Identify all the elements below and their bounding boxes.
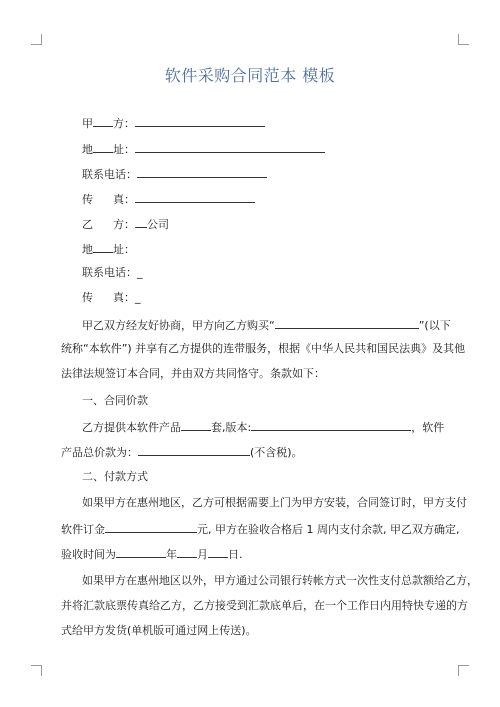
month-field[interactable] [177,546,197,558]
party-a-address-field[interactable] [135,141,325,153]
intro-line-1: 甲乙双方经友好协商，甲方向乙方购买“ ”(以下 [82,319,451,332]
party-b-fax-line: 传 真：_ [82,291,141,304]
crop-mark-bottom-left [31,665,42,676]
section-2-p1-line-2: 软件订金 元, 甲方在验收合格后 1 周内支付余款, 甲乙双方确定, [61,523,460,536]
party-a-name-line: 甲 方： [82,115,265,131]
party-a-fax-line: 传 真： [82,191,255,207]
blank-underline[interactable] [93,141,113,153]
section-2-p1-line-3: 验收时间为 年 月 日. [61,548,243,561]
section-2-heading: 二、付款方式 [82,470,148,483]
total-price-field[interactable] [138,444,250,456]
quantity-field[interactable] [181,419,211,431]
section-1-heading: 一、合同价款 [82,394,148,407]
section-2-p2-line-2: 并将汇款底票传真给乙方，乙方接受到汇款底单后，在一个工作日内用特快专递的方 [61,599,468,612]
section-1-line-2: 产品总价款为： (不含税)。 [61,446,303,459]
party-a-name-field[interactable] [135,115,265,127]
day-field[interactable] [208,546,228,558]
party-b-name-field[interactable] [135,216,147,228]
party-a-address-line: 地 址： [82,141,325,157]
intro-line-3: 法律法规签订本合同，并由双方共同恪守。条款如下： [61,367,325,380]
party-b-name-line: 乙 方： 公司 [82,218,169,231]
party-b-address-line: 地 址： [82,243,135,256]
crop-mark-top-right [458,34,469,45]
document-title: 软件采购合同范本 模板 [164,66,336,85]
section-1-line-1: 乙方提供本软件产品 套,版本: ，软件 [82,421,445,434]
party-b-phone-line: 联系电话：_ [82,266,143,279]
party-a-fax-field[interactable] [135,191,255,203]
crop-mark-bottom-right [458,665,469,676]
section-2-p1-line-1: 如果甲方在惠州地区，乙方可根据需要上门为甲方安装，合同签订时，甲方支付 [82,496,467,509]
party-a-phone-line: 联系电话： [82,166,267,182]
party-a-phone-field[interactable] [137,166,267,178]
blank-underline[interactable] [93,241,113,253]
intro-line-2: 统称“本软件”) 并享有乙方提供的连带服务，根据《中华人民共和国民法典》及其他 [61,342,466,355]
blank-underline[interactable] [93,115,113,127]
version-field[interactable] [251,419,411,431]
section-2-p2-line-1: 如果甲方在惠州地区以外，甲方通过公司银行转帐方式一次性支付总款额给乙方， [82,574,478,587]
year-field[interactable] [116,546,166,558]
crop-mark-top-left [31,34,42,45]
product-name-field[interactable] [275,317,419,329]
section-2-p2-line-3: 式给甲方发货(单机版可通过网上传送)。 [61,624,257,637]
deposit-field[interactable] [105,521,197,533]
